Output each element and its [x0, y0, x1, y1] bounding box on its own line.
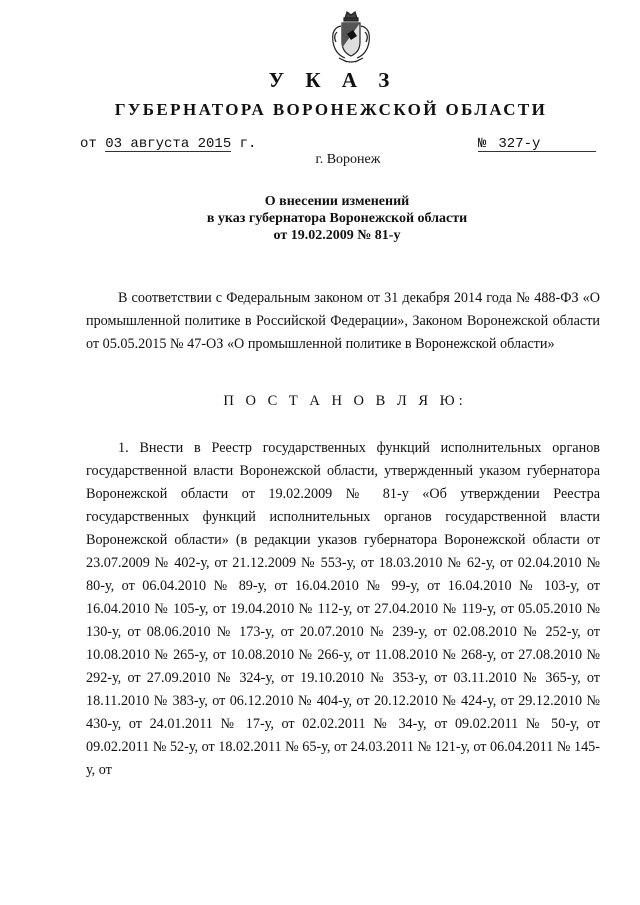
date-prefix: от — [80, 136, 97, 152]
date-line — [80, 136, 256, 152]
date-suffix: г. — [239, 136, 257, 152]
subject-line-3: от 19.02.2009 № 81-у — [273, 228, 401, 243]
decree-word: П О С Т А Н О В Л Я Ю: — [223, 393, 467, 409]
item1-block — [86, 437, 600, 782]
number-line — [478, 136, 596, 152]
number-sign: № — [478, 136, 487, 152]
city: г. Воронеж — [315, 152, 381, 167]
preamble-paragraph: В соответствии с Федеральным законом от 31 декабря 2014 года № 488-ФЗ «О промышленной политике в Российской Федерации», Законом Воронежской области от 05.05.2015 № 47-ОЗ «О промышленной политике в Воронежской области» — [86, 290, 600, 352]
preamble-block — [86, 287, 600, 356]
item1-paragraph: 1. Внести в Реестр государственных функций исполнительных органов государственной власти Воронежской области, утвержденный указом губернатора Воронежской области от 19.02.2009 № 81-у «Об утверждении Реестра государственных функций исполнительных органов государственной власти Воронежской области» (в редакции указов губернатора Воронежской области от 23.07.2009 № 402-у, от 21.12.2009 № 553-у, от 18.03.2010 № 62-у, от 02.04.2010 № 80-у, от 06.04.2010 № 89-у, от 16.04.2010 № 99-у, от 16.04.2010 № 103-у, от 16.04.2010 № 105-у, от 19.04.2010 № 112-у, от 27.04.2010 № 119-у, от 05.05.2010 № 130-у, от 08.06.2010 № 173-у, от 20.07.2010 № 239-у, от 02.08.2010 № 252-у, от 10.08.2010 № 265-у, от 10.08.2010 № 266-у, от 11.08.2010 № 268-у, от 27.08.2010 № 292-у, от 27.09.2010 № 324-у, от 19.10.2010 № 353-у, от 03.11.2010 № 365-у, от 18.11.2010 № 383-у, от 06.12.2010 № 404-у, от 20.12.2010 № 424-у, от 29.12.2010 № 430-у, от 24.01.2011 № 17-у, от 02.02.2011 № 34-у, от 09.02.2011 № 50-у, от 09.02.2011 № 52-у, от 18.02.2011 № 65-у, от 24.03.2011 № 121-у, от 06.04.2011 № 145-у, от — [86, 440, 600, 778]
subject-line-2: в указ губернатора Воронежской области — [206, 211, 468, 226]
document-type-title: У К А З — [268, 68, 398, 92]
date-value: 03 августа 2015 — [105, 136, 232, 152]
subject-heading — [0, 193, 640, 244]
issuer-subtitle: ГУБЕРНАТОРА ВОРОНЕЖСКОЙ ОБЛАСТИ — [114, 100, 548, 119]
subject-line-1: О внесении изменений — [264, 194, 410, 209]
coat-of-arms-icon — [327, 8, 375, 68]
document-number: 327-у — [486, 137, 596, 152]
